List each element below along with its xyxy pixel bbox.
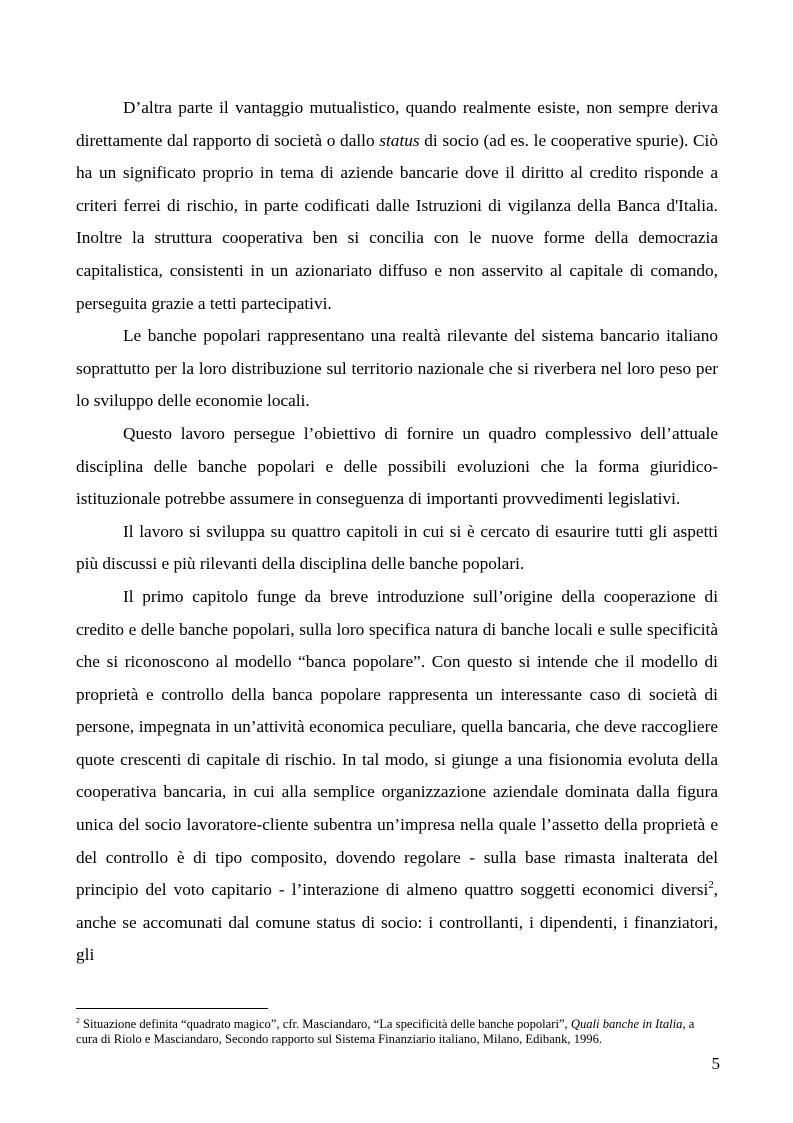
italic-status-term: status <box>379 130 420 150</box>
footnote <box>76 1017 718 1047</box>
paragraph-3: Questo lavoro persegue l’obiettivo di fornire un quadro complessivo dell’attuale disciplina delle banche popolari e delle possibili evoluzioni che la forma giuridico-istituzionale potrebbe assumere in conseguenza di importanti provvedimenti legislativi. <box>76 423 718 509</box>
footnote-marker: 2 <box>76 1015 80 1025</box>
paragraph-5 <box>76 581 718 972</box>
paragraph-5-text: Il primo capitolo funge da breve introduzione sull’origine della cooperazione di credito e delle banche popolari, sulla loro specifica natura di banche locali e sulle specificità che si riconoscono al modello “banca popolare”. Con questo si intende che il modello di proprietà e controllo della banca popolare rappresenta un interessante caso di società di persone, impegnata in un’attività economica peculiare, quella bancaria, che deve raccogliere quote crescenti di capitale di rischio. In tal modo, si giunge a una fisionomia evoluta della cooperativa bancaria, in cui alla semplice organizzazione aziendale dominata dalla figura unica del socio lavoratore-cliente subentra un’impresa nella quale l’assetto della proprietà e del controllo è di tipo composito, dovendo regolare - sulla base rimasta inalterata del principio del voto capitario - l’interazione di almeno quattro soggetti economici diversi <box>76 586 718 900</box>
paragraph-1-text-continued: di socio (ad es. le cooperative spurie). Ciò ha un significato proprio in tema di aziende bancarie dove il diritto al credito risponde a criteri ferrei di rischio, in parte codificati dalle Istruzioni di vigilanza della Banca d'Italia. Inoltre la struttura cooperativa ben si concilia con le nuove forme della democrazia capitalistica, consistenti in un azionariato diffuso e non asservito al capitale di comando, perseguita grazie a tetti partecipativi. <box>76 130 718 313</box>
footnote-italic-title: Quali banche in Italia <box>570 1017 683 1031</box>
footnote-separator <box>76 1008 268 1009</box>
page-number: 5 <box>711 1054 720 1073</box>
paragraph-5-text-continued: , anche se accomunati dal comune status di socio: i controllanti, i dipendenti, i finanziatori, gli <box>76 880 718 965</box>
body-text <box>76 92 718 972</box>
footnote-text-continued: , a cura di Riolo e Masciandaro, Secondo rapporto sul Sistema Finanziario italiano, Milano, Edibank, 1996. <box>76 1017 695 1046</box>
paragraph-4: Il lavoro si sviluppa su quattro capitoli in cui si è cercato di esaurire tutti gli aspetti più discussi e più rilevanti della disciplina delle banche popolari. <box>76 521 718 574</box>
paragraph-2: Le banche popolari rappresentano una realtà rilevante del sistema bancario italiano soprattutto per la loro distribuzione sul territorio nazionale che si riverbera nel loro peso per lo sviluppo delle economie locali. <box>76 326 718 411</box>
footnote-text: Situazione definita “quadrato magico”, cfr. Masciandaro, “La specificità delle banche popolari”, <box>79 1017 571 1031</box>
paragraph-1 <box>76 92 718 320</box>
paragraph-1-text: D’altra parte il vantaggio mutualistico, quando realmente esiste, non sempre deriva direttamente dal rapporto di società o dallo <box>76 98 718 150</box>
footnote-reference[interactable]: 2 <box>708 879 714 892</box>
